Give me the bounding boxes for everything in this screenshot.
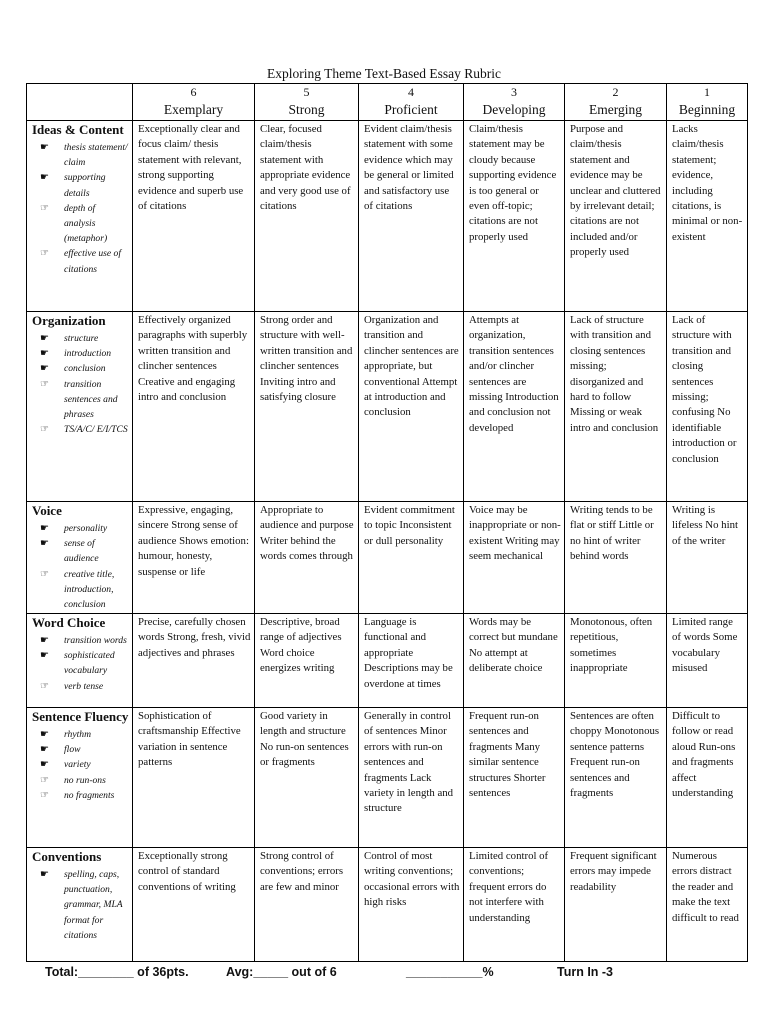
criterion-title: Organization: [32, 313, 106, 328]
rubric-cell-level-5: [255, 121, 359, 312]
criterion-bullet: [40, 377, 129, 423]
criterion-bullet-text: transition sentences and phrases: [64, 378, 118, 421]
rubric-row-organization: [27, 312, 748, 502]
rubric-cell-text: Frequent run-on sentences and fragments Many similar sentence structures Shorter sentences: [469, 710, 546, 800]
header-level-1: [667, 84, 748, 121]
page-title: Exploring Theme Text-Based Essay Rubric: [266, 66, 501, 81]
pointing-hand-outline-icon: ☞: [40, 202, 49, 214]
rubric-cell-text: Organization and transition and clincher sentences are appropriate, but conventional Attempt at introduction and conclusion: [364, 314, 459, 419]
rubric-row-word-choice: [27, 614, 748, 708]
criterion-bullet: [40, 170, 129, 200]
pointing-hand-outline-icon: ☞: [40, 774, 49, 786]
pointing-hand-outline-icon: ☞: [40, 248, 49, 260]
rubric-cell-text: Clear, focused claim/thesis statement with appropriate evidence and very good use of citations: [260, 123, 351, 213]
rubric-cell-text: Expressive, engaging, sincere Strong sense of audience Shows emotion: humour, honesty, suspense or life: [138, 504, 249, 578]
rubric-cell-text: Appropriate to audience and purpose Writer behind the words comes through: [260, 504, 354, 563]
pointing-hand-outline-icon: ☞: [40, 680, 49, 692]
rubric-cell-text: Strong order and structure with well-written transition and clincher sentences Inviting intro and satisfying closure: [260, 314, 353, 404]
header-level-5: [255, 84, 359, 121]
rubric-cell-text: Good variety in length and structure No run-on sentences or fragments: [260, 710, 349, 769]
rubric-cell-text: Evident claim/thesis statement with some evidence which may be general or limited and satisfactory use of citations: [364, 123, 454, 213]
header-row: [27, 84, 748, 121]
criterion-bullet-text: depth of analysis (metaphor): [64, 202, 108, 245]
rubric-cell-level-1: [667, 312, 748, 502]
pointing-hand-icon: ☛: [40, 333, 49, 344]
rubric-cell-text: Control of most writing conventions; occasional errors with high risks: [364, 850, 460, 909]
rubric-cell-level-4: [359, 848, 464, 962]
level-score: 6: [190, 85, 197, 99]
criterion-bullet: [40, 679, 129, 694]
rubric-row-sentence-fluency: [27, 708, 748, 848]
criterion-title: Voice: [32, 503, 62, 518]
pointing-hand-icon: ☛: [40, 348, 49, 360]
rubric-cell-text: Numerous errors distract the reader and make the text difficult to read: [672, 850, 739, 924]
rubric-row-voice: [27, 502, 748, 614]
rubric-cell-level-1: [667, 614, 748, 708]
criterion-bullet-text: flow: [64, 744, 81, 756]
rubric-cell-level-1: [667, 708, 748, 848]
criterion-bullet-text: effective use of citations: [64, 248, 122, 275]
criterion-bullet-text: no run-ons: [64, 774, 106, 786]
criterion-bullet: [40, 331, 129, 346]
criterion-title: Sentence Fluency: [32, 709, 129, 724]
rubric-cell-level-3: [464, 121, 565, 312]
rubric-cell-level-5: [255, 708, 359, 848]
pointing-hand-icon: ☛: [40, 363, 49, 375]
criterion-bullet-list: [32, 727, 129, 803]
rubric-cell-level-2: [565, 502, 667, 614]
criterion-bullet-list: [32, 140, 129, 277]
level-label: Strong: [288, 102, 325, 117]
criterion-bullet-text: variety: [64, 759, 91, 771]
rubric-cell-text: Frequent significant errors may impede readability: [570, 850, 657, 893]
rubric-cell-text: Writing tends to be flat or stiff Little or no hint of writer behind words: [570, 504, 654, 563]
level-label: Exemplary: [163, 102, 224, 117]
average-score-field: Avg:_____ out of 6: [226, 965, 337, 979]
rubric-cell-text: Words may be correct but mundane No attempt at deliberate choice: [469, 616, 558, 675]
rubric-cell-text: Sophistication of craftsmanship Effective variation in sentence patterns: [138, 710, 241, 769]
criterion-bullet: [40, 567, 129, 613]
rubric-row-conventions: [27, 848, 748, 962]
level-score: 2: [612, 85, 619, 99]
header-corner-cell: [27, 84, 133, 121]
rubric-cell-level-3: [464, 312, 565, 502]
criterion-bullet-text: transition words: [64, 635, 127, 646]
criterion-bullet: [40, 727, 129, 742]
rubric-cell-text: Monotonous, often repetitious, sometimes inappropriate: [570, 616, 653, 675]
rubric-cell-text: Evident commitment to topic Inconsistent or dull personality: [364, 504, 455, 547]
criterion-cell: [27, 312, 133, 502]
level-label: Proficient: [384, 102, 438, 117]
rubric-cell-level-6: [133, 121, 255, 312]
criterion-bullet: [40, 422, 129, 437]
rubric-cell-level-4: [359, 121, 464, 312]
rubric-cell-text: Exceptionally strong control of standard conventions of writing: [138, 850, 236, 893]
rubric-cell-text: Language is functional and appropriate Descriptions may be overdone at times: [364, 616, 453, 690]
criterion-bullet-list: [32, 867, 129, 943]
rubric-cell-level-5: [255, 312, 359, 502]
rubric-cell-level-4: [359, 312, 464, 502]
rubric-cell-level-4: [359, 708, 464, 848]
criterion-bullet: [40, 346, 129, 361]
rubric-cell-level-6: [133, 708, 255, 848]
pointing-hand-icon: ☛: [40, 172, 49, 184]
criterion-cell: [27, 121, 133, 312]
header-level-4: [359, 84, 464, 121]
criterion-bullet: [40, 536, 129, 566]
rubric-cell-text: Limited range of words Some vocabulary misused: [672, 616, 738, 675]
criterion-bullet: [40, 867, 129, 943]
criterion-bullet: [40, 757, 129, 772]
rubric-cell-text: Descriptive, broad range of adjectives Word choice energizes writing: [260, 616, 342, 675]
criterion-bullet-text: rhythm: [64, 729, 92, 740]
criterion-bullet: [40, 648, 129, 678]
pointing-hand-outline-icon: ☞: [40, 568, 49, 580]
header-level-2: [565, 84, 667, 121]
total-score-field: Total:________ of 36pts.: [45, 965, 189, 979]
rubric-cell-level-5: [255, 848, 359, 962]
criterion-bullet: [40, 773, 129, 788]
pointing-hand-outline-icon: ☞: [40, 789, 49, 801]
rubric-cell-level-1: [667, 121, 748, 312]
rubric-cell-text: Attempts at organization, transition sentences and/or clincher sentences are missing Introduction and conclusion not developed: [469, 314, 559, 434]
rubric-cell-level-1: [667, 502, 748, 614]
level-score: 1: [704, 85, 710, 99]
criterion-bullet-text: sophisticated vocabulary: [64, 650, 115, 677]
rubric-cell-text: Voice may be inappropriate or non-existent Writing may seem mechanical: [469, 504, 561, 563]
rubric-cell-level-5: [255, 502, 359, 614]
criterion-bullet-text: structure: [64, 333, 99, 344]
rubric-cell-level-2: [565, 121, 667, 312]
rubric-cell-level-2: [565, 708, 667, 848]
criterion-bullet-text: thesis statement/ claim: [64, 142, 128, 169]
pointing-hand-icon: ☛: [40, 759, 49, 771]
rubric-cell-level-4: [359, 614, 464, 708]
pointing-hand-outline-icon: ☞: [40, 378, 49, 390]
rubric-cell-level-2: [565, 614, 667, 708]
criterion-bullet: [40, 521, 129, 536]
rubric-cell-text: Sentences are often choppy Monotonous sentence patterns Frequent run-on sentences and fragments: [570, 710, 660, 800]
criterion-bullet-text: introduction: [64, 348, 112, 360]
turn-in-note: Turn In -3: [557, 965, 614, 979]
rubric-cell-text: Purpose and claim/thesis statement and evidence may be unclear and cluttered by irrelevant detail; citations are not included and/or properly used: [570, 123, 661, 259]
rubric-cell-text: Lack of structure with transition and closing sentences missing; confusing No identifiable introduction or conclusion: [672, 314, 737, 465]
criterion-bullet-text: no fragments: [64, 789, 115, 801]
pointing-hand-icon: ☛: [40, 869, 49, 880]
rubric-cell-text: Precise, carefully chosen words Strong, fresh, vivid adjectives and phrases: [138, 616, 251, 659]
header-level-3: [464, 84, 565, 121]
level-label: Beginning: [678, 102, 736, 117]
criterion-bullet-text: supporting details: [64, 172, 106, 199]
score-footer: [0, 965, 768, 985]
header-level-6: [133, 84, 255, 121]
criterion-bullet: [40, 201, 129, 247]
criterion-bullet-list: [32, 331, 129, 437]
rubric-cell-level-5: [255, 614, 359, 708]
level-label: Emerging: [589, 102, 642, 117]
rubric-row-ideas-content: [27, 121, 748, 312]
rubric-cell-text: Limited control of conventions; frequent errors do not interfere with understanding: [469, 850, 549, 924]
criterion-bullet-list: [32, 521, 129, 612]
level-label: Developing: [482, 102, 546, 117]
pointing-hand-icon: ☛: [40, 142, 49, 153]
criterion-bullet-text: sense of audience: [64, 538, 99, 565]
criterion-bullet: [40, 140, 129, 170]
pointing-hand-icon: ☛: [40, 523, 49, 534]
criterion-cell: [27, 502, 133, 614]
criterion-bullet-text: personality: [64, 523, 108, 534]
rubric-cell-level-6: [133, 312, 255, 502]
rubric-cell-text: Effectively organized paragraphs with superbly written transition and clincher sentences Creative and engaging intro and conclusion: [138, 314, 248, 404]
rubric-cell-text: Generally in control of sentences Minor errors with run-on sentences and fragments Lack variety in length and structure: [364, 710, 454, 815]
rubric-cell-level-6: [133, 502, 255, 614]
criterion-bullet: [40, 361, 129, 376]
level-score: 5: [303, 85, 310, 99]
pointing-hand-icon: ☛: [40, 744, 49, 756]
criterion-title: Word Choice: [32, 615, 106, 630]
rubric-cell-text: Strong control of conventions; errors are few and minor: [260, 850, 344, 893]
percent-field: ___________%: [406, 965, 494, 979]
rubric-cell-level-2: [565, 312, 667, 502]
rubric-cell-text: Exceptionally clear and focus claim/ thesis statement with relevant, strong supporting evidence and superb use of citations: [138, 123, 244, 213]
pointing-hand-icon: ☛: [40, 650, 49, 662]
rubric-cell-text: Lack of structure with transition and closing sentences missing; disorganized and hard to follow Missing or weak intro and conclusion: [570, 314, 659, 434]
rubric-table: [26, 83, 748, 962]
rubric-cell-level-2: [565, 848, 667, 962]
criterion-bullet: [40, 633, 129, 648]
level-score: 4: [408, 85, 414, 99]
rubric-cell-level-1: [667, 848, 748, 962]
rubric-cell-text: Claim/thesis statement may be cloudy because supporting evidence is too general or even off-topic; citations are not properly used: [469, 123, 557, 243]
criterion-cell: [27, 848, 133, 962]
criterion-bullet-list: [32, 633, 129, 694]
criterion-bullet-text: TS/A/C/ E/I/TCS: [64, 424, 128, 436]
criterion-title: Ideas & Content: [32, 122, 124, 137]
rubric-cell-level-4: [359, 502, 464, 614]
criterion-cell: [27, 614, 133, 708]
rubric-cell-level-3: [464, 848, 565, 962]
pointing-hand-icon: ☛: [40, 635, 49, 646]
rubric-cell-text: Lacks claim/thesis statement; evidence, including citations, is minimal or non-existent: [672, 123, 743, 243]
criterion-bullet-text: creative title, introduction, conclusion: [64, 568, 115, 611]
rubric-cell-level-3: [464, 502, 565, 614]
criterion-bullet: [40, 742, 129, 757]
criterion-bullet-text: conclusion: [64, 363, 106, 375]
rubric-cell-level-6: [133, 614, 255, 708]
criterion-cell: [27, 708, 133, 848]
rubric-cell-text: Difficult to follow or read aloud Run-ons and fragments affect understanding: [672, 710, 736, 800]
rubric-cell-level-6: [133, 848, 255, 962]
pointing-hand-icon: ☛: [40, 729, 49, 740]
rubric-cell-level-3: [464, 708, 565, 848]
level-score: 3: [511, 85, 517, 99]
criterion-bullet-text: verb tense: [64, 680, 104, 692]
pointing-hand-outline-icon: ☞: [40, 424, 49, 436]
criterion-bullet: [40, 246, 129, 276]
criterion-title: Conventions: [32, 849, 102, 864]
rubric-cell-level-3: [464, 614, 565, 708]
criterion-bullet: [40, 788, 129, 803]
criterion-bullet-text: spelling, caps, punctuation, grammar, MLA format for citations: [64, 869, 123, 941]
pointing-hand-icon: ☛: [40, 538, 49, 550]
rubric-cell-text: Writing is lifeless No hint of the writer: [672, 504, 738, 547]
